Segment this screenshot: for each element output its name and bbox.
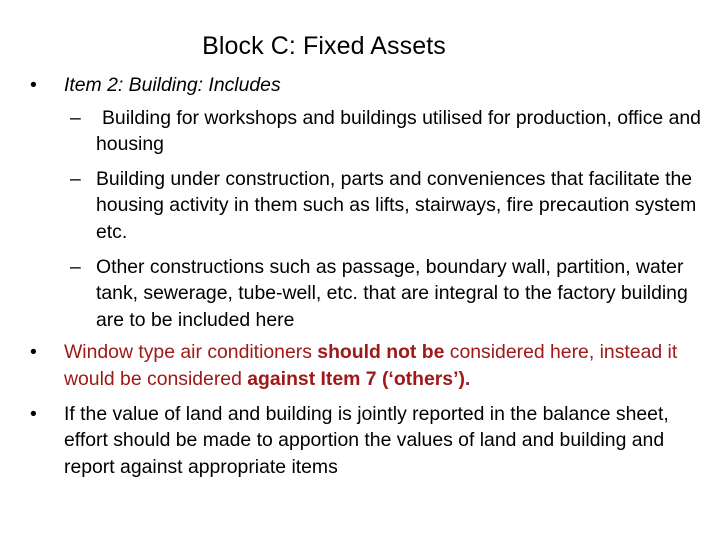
dash-icon: – [70, 167, 81, 190]
bullet-text-part: Window type air conditioners [64, 341, 318, 364]
slide-title: Block C: Fixed Assets [202, 32, 446, 60]
bullet-item-land-building [30, 401, 710, 481]
sub-bullet-text: Building under construction, parts and conveniences that facilitate the housing activity in them such as lifts, stairways, fire precaution system etc. [96, 167, 697, 243]
bullet-icon: • [30, 402, 37, 425]
bullet-icon: • [30, 341, 37, 364]
bullet-text-part: considered here, instead it would be considered [64, 341, 678, 390]
bullet-item-air-conditioners [30, 339, 710, 392]
bullet-text-emphasis: against Item 7 (‘others’). [247, 367, 471, 390]
sub-bullet-text: Other constructions such as passage, boundary wall, partition, water tank, sewerage, tube-well, etc. that are integral to the factory building are to be included here [96, 255, 688, 331]
dash-icon: – [70, 255, 81, 278]
dash-icon: – [70, 106, 81, 129]
sub-bullet-item [30, 166, 710, 246]
bullet-text-emphasis: should not be [317, 341, 445, 364]
sub-bullet-item [30, 105, 710, 158]
bullet-text: If the value of land and building is jointly reported in the balance sheet, effort should be made to apportion the values of land and building and report against appropriate items [64, 402, 669, 478]
sub-bullet-item [30, 254, 710, 334]
bullet-item-building [30, 72, 710, 99]
slide-content [30, 72, 710, 480]
bullet-icon: • [30, 74, 37, 96]
sub-bullet-text: Building for workshops and buildings utilised for production, office and housing [96, 106, 701, 156]
bullet-text: Item 2: Building: Includes [64, 74, 281, 96]
